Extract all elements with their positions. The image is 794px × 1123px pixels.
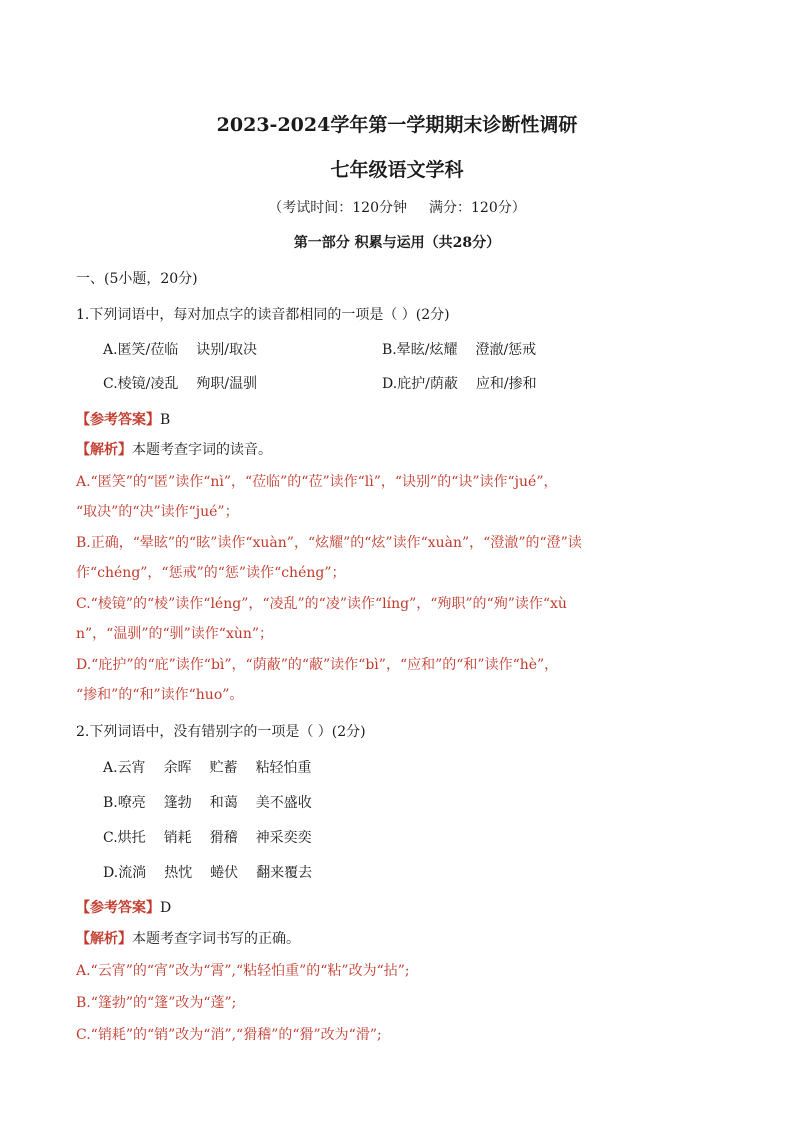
q1-explain-line: 作“chéng”，“惩戒”的“惩”读作“chéng”； bbox=[76, 565, 346, 581]
q2-answer: 【参考答案】D bbox=[76, 900, 172, 916]
q1-stem: 1.下列词语中，每对加点字的读音都相同的一项是（ ）(2分) bbox=[76, 307, 450, 323]
q2-analysis: 【解析】本题考查字词书写的正确。 bbox=[76, 931, 300, 947]
q1-explain-line: “取决”的“决”读作“jué”； bbox=[76, 504, 239, 520]
exam-title: 2023-2024学年第一学期期末诊断性调研 bbox=[216, 114, 578, 136]
q2-option-a: A.云宵 余晖 贮蓄 粘轻怕重 bbox=[103, 760, 312, 776]
q2-explain-line: A.“云宵”的“宵”改为“霄”,“粘轻怕重”的“粘”改为“拈”; bbox=[76, 963, 410, 979]
exam-score: 满分：120分） bbox=[429, 200, 526, 216]
q1-explain-line: C.“棱镜”的“棱”读作“léng”，“凌乱”的“凌”读作“líng”，“殉职”的“殉”读作“xù bbox=[76, 596, 567, 612]
q1-option-b: B.晕眩/炫耀 澄澈/惩戒 bbox=[382, 342, 537, 358]
section-heading: 一、(5小题，20分) bbox=[76, 271, 198, 287]
q1-explain-line: D.“庇护”的“庇”读作“bì”，“荫蔽”的“蔽”读作“bì”，“应和”的“和”读作“hè”， bbox=[76, 657, 559, 673]
q1-explain-line: A.“匿笑”的“匿”读作“nì”，“莅临”的“莅”读作“lì”，“诀别”的“诀”读作“jué”， bbox=[76, 474, 558, 490]
exam-meta bbox=[0, 197, 794, 217]
q2-explain-line: C.“销耗”的“销”改为“消”,“猾稽”的“猾”改为“滑”; bbox=[76, 1027, 382, 1043]
q2-option-d: D.流淌 热忱 蜷伏 翻来覆去 bbox=[103, 865, 313, 881]
q1-option-d: D.庇护/荫蔽 应和/掺和 bbox=[382, 376, 537, 392]
exam-time: （考试时间：120分钟 bbox=[268, 200, 407, 216]
q1-explain-line: n”，“温驯”的“驯”读作“xùn”； bbox=[76, 626, 274, 642]
q1-option-a: A.匿笑/莅临 诀别/取决 bbox=[103, 342, 257, 358]
q2-option-b: B.嘹亮 篷勃 和蔼 美不盛收 bbox=[103, 795, 312, 811]
exam-subject: 七年级语文学科 bbox=[330, 159, 464, 181]
q1-analysis: 【解析】本题考查字词的读音。 bbox=[76, 442, 272, 458]
q1-explain-line: B.正确，“晕眩”的“眩”读作“xuàn”，“炫耀”的“炫”读作“xuàn”，“澄澈”的“澄”读 bbox=[76, 535, 582, 551]
q2-option-c: C.烘托 销耗 猾稽 神采奕奕 bbox=[103, 830, 312, 846]
q1-option-c: C.棱镜/凌乱 殉职/温驯 bbox=[103, 376, 258, 392]
q2-stem: 2.下列词语中，没有错别字的一项是（ ）(2分) bbox=[76, 724, 366, 740]
part-heading: 第一部分 积累与运用（共28分） bbox=[293, 235, 501, 251]
q2-explain-line: B.“篷勃”的“篷”改为“蓬”; bbox=[76, 995, 237, 1011]
q1-answer: 【参考答案】B bbox=[76, 412, 171, 428]
q1-explain-line: “掺和”的“和”读作“huo”。 bbox=[76, 687, 244, 703]
